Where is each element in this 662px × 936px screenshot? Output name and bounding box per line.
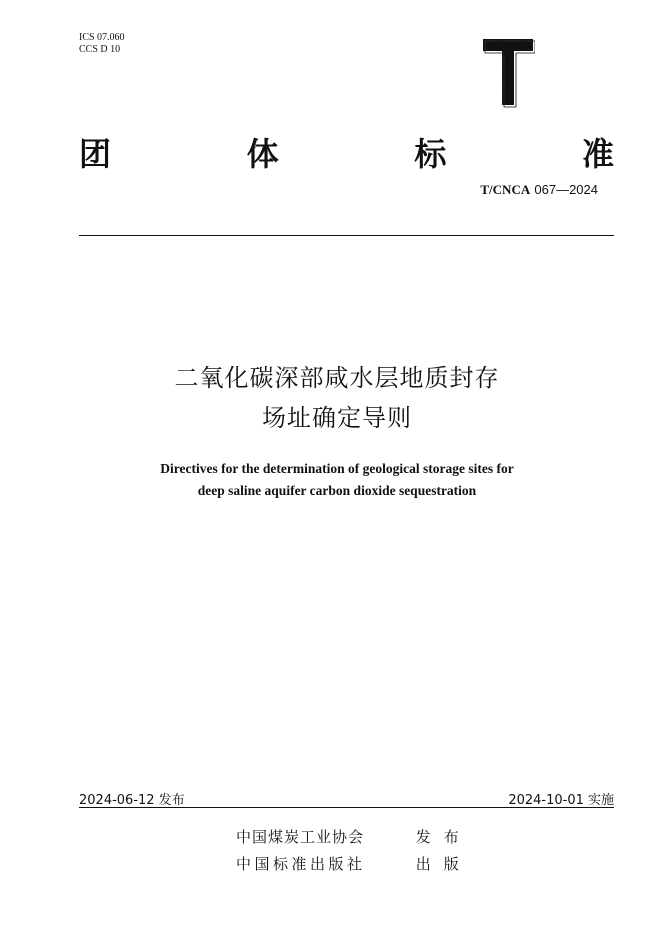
implementation-date: 2024-10-01 实施: [508, 793, 614, 808]
doc-type-char: 体: [246, 135, 279, 173]
classification-codes: [79, 32, 125, 56]
chinese-title-line: 场址确定导则: [262, 404, 412, 432]
english-title-line: deep saline aquifer carbon dioxide sequestration: [197, 483, 477, 498]
publisher-role: 出版: [415, 855, 472, 873]
doc-type-char: 准: [581, 135, 614, 173]
t-letter-icon: [481, 36, 535, 108]
publisher-role: 发布: [415, 828, 472, 846]
bottom-divider: [79, 807, 614, 808]
doc-type-char: 标: [414, 135, 447, 173]
doc-type-char: 团: [79, 135, 112, 173]
chinese-title-line: 二氧化碳深部咸水层地质封存: [174, 364, 500, 392]
standard-number-value: 067—2024: [534, 182, 598, 197]
standard-category-mark: [481, 36, 535, 108]
ics-code: ICS 07.060: [79, 32, 125, 43]
chinese-title: [79, 358, 595, 438]
publisher-row: [236, 853, 472, 874]
standard-number: [480, 182, 598, 198]
standard-number-prefix: T/CNCA: [480, 182, 531, 197]
publisher-org: 中国标准出版社: [236, 855, 366, 873]
ccs-code: CCS D 10: [79, 44, 121, 55]
english-title-line: Directives for the determination of geological storage sites for: [160, 461, 514, 476]
publisher-row: [236, 826, 472, 847]
document-type-heading: [79, 132, 614, 172]
english-title: [79, 458, 595, 502]
top-divider: [79, 235, 614, 236]
publisher-org: 中国煤炭工业协会: [236, 828, 365, 846]
issue-date: 2024-06-12 发布: [79, 793, 185, 808]
